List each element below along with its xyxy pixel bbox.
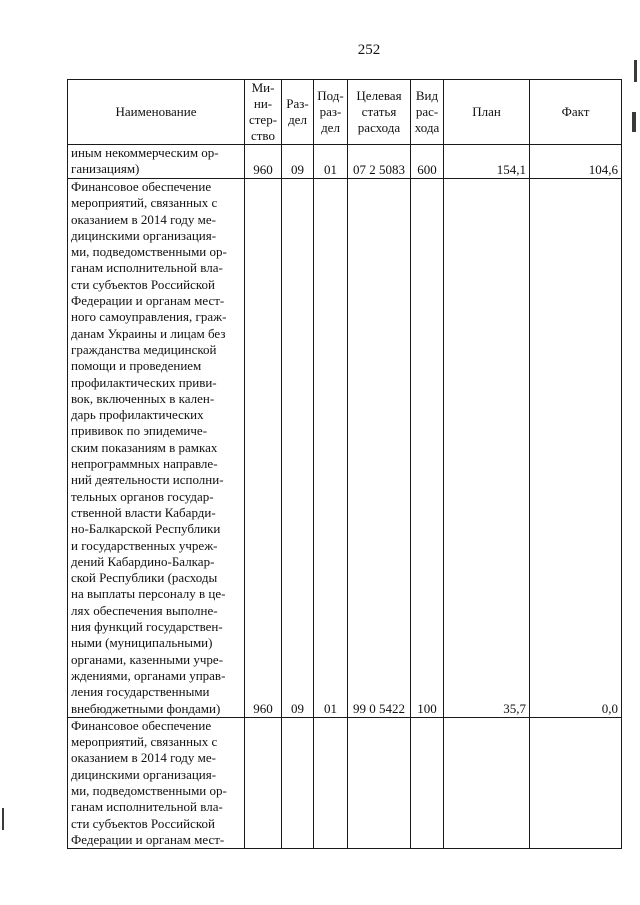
cell-section: 09: [282, 145, 314, 179]
cell-plan: 154,1: [444, 145, 530, 179]
column-header-ministry: Ми- ни- стер- ство: [245, 80, 282, 145]
cell-expense-type: 600: [411, 145, 444, 179]
cell-name: Финансовое обеспечение мероприятий, связанных с оказанием в 2014 году ме- дицинскими организация- ми, подведомственными ор- ганам исполнительной вла- сти субъектов Российской Федерации и органам мест- ного самоуправления, граж- данам Украины и лицам без гражданства медицинской помощи и проведением профилактических приви- вок, включенных в кален- дарь профилактических прививок по эпидемиче- ским показаниям в рамках непрограммных направле- ний деятельности исполни- тельных органов государ- ственной власти Кабарди- но-Балкарской Республики и государственных учреж- дений Кабардино-Балкар- ской Республики (расходы на выплаты персоналу в це- лях обеспечения выполне- ния функций государствен- ными (муниципальными) органами, казенными учре- ждениями, органами управ- ления государственными внебюджетными фондами): [68, 179, 245, 718]
cell-plan: [444, 717, 530, 848]
cell-subsection: 01: [314, 179, 348, 718]
scan-edge-mark-right-mid: [632, 112, 636, 132]
table-row: [68, 145, 622, 179]
cell-name: иным некоммерческим ор- ганизациям): [68, 145, 245, 179]
cell-fact: 104,6: [530, 145, 622, 179]
column-header-plan: План: [444, 80, 530, 145]
table-row: [68, 179, 622, 718]
table-header-row: [68, 80, 622, 145]
cell-target-article: [348, 717, 411, 848]
page-number: 252: [357, 42, 381, 58]
cell-name: Финансовое обеспечение мероприятий, связанных с оказанием в 2014 году ме- дицинскими организация- ми, подведомственными ор- ганам исполнительной вла- сти субъектов Российской Федерации и органам мест-: [68, 717, 245, 848]
cell-subsection: 01: [314, 145, 348, 179]
cell-ministry: 960: [245, 145, 282, 179]
cell-plan: 35,7: [444, 179, 530, 718]
cell-ministry: [245, 717, 282, 848]
cell-expense-type: 100: [411, 179, 444, 718]
column-header-fact: Факт: [530, 80, 622, 145]
cell-section: [282, 717, 314, 848]
scan-edge-mark-left: [2, 808, 4, 830]
column-header-subsection: Под- раз- дел: [314, 80, 348, 145]
cell-section: 09: [282, 179, 314, 718]
cell-expense-type: [411, 717, 444, 848]
cell-target-article: 99 0 5422: [348, 179, 411, 718]
cell-subsection: [314, 717, 348, 848]
cell-fact: [530, 717, 622, 848]
cell-ministry: 960: [245, 179, 282, 718]
scan-edge-mark-right-top: [634, 60, 637, 82]
table-row: [68, 717, 622, 848]
budget-table: [67, 79, 622, 849]
cell-fact: 0,0: [530, 179, 622, 718]
column-header-name: Наименование: [68, 80, 245, 145]
column-header-section: Раз- дел: [282, 80, 314, 145]
cell-target-article: 07 2 5083: [348, 145, 411, 179]
column-header-target-article: Целевая статья расхода: [348, 80, 411, 145]
column-header-expense-type: Вид рас- хода: [411, 80, 444, 145]
